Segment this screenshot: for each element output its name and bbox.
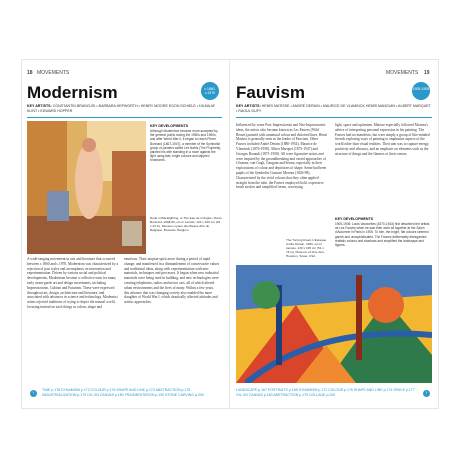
left-key-dev-text: Although Modernism became more accepted by the general public during the 1950s and 1960s, and after World War II, it began to reach Pierre Bonnard (1867-1947), a member of the Symbolist group of painters called Les Nabis (The Prophets), painted his wife standing in a room against the light using fast, bright colours and stippled brushwork.: [150, 129, 222, 163]
right-image-caption: The Turning Road, L'Estaque, André Derain, 1906, oil on canvas, 130 x 195 cm (51 x 76 in), Museum of Fine Arts, Houston, Texas, USA: [286, 238, 328, 258]
left-image-caption: Nude in Backlighting, or The Eau de Cologne, Pierre Bonnard, 1908-09, oil on canvas, 124 x 109 cm (49 x 43 in), Musées royaux des Beaux-Arts de Belgique, Brussels, Belgium: [150, 216, 222, 232]
right-body-col2: light, space and optimism. Matisse especially followed Moreau's advice of interpreting personal expression in his painting. The Fauves had no manifesto, but were simply a group of like-minded friends exploring ways of painting to emphasize aspects of the world other than visual realities. Their aim was to capture energy, positivity and vibrancy, and an emphasis on elements such as the structure of things and the flatness of their canvas.: [335, 123, 430, 156]
left-artists-label: KEY ARTISTS:: [27, 104, 52, 108]
left-body-col1: A wide-ranging movement in arts and literature that occurred between c.1860 and c.1970, Modernism was characterized by a rejection of past styles and an emphasis on innovation and experimentation. Driven by various social and political developments, Modernism became a collective term for many early avant-garde art and design movements, including Impressionism, Cubism and Futurism. These were expressed throughout art, design, architecture and literature, and associated with advances in science and technology. Modernist artists rejected traditions of trying to depict the natural world, focusing instead on such things as colour, shape and: [27, 257, 119, 309]
left-section-label: MOVEMENTS: [37, 70, 70, 76]
right-body-col1: Influenced by some Post-Impressionist and Neo-Impressionist ideas, the artists who became known as Les Fauves (Wild Beasts) painted with unnatural colour and distorted lines. Henri Matisse is generally seen as the leader of Fauvism. Other Fauves included André Derain (1880-1954), Maurice de Vlaminck (1876-1958), Albert Marquet (1875-1947) and Georges Rouault (1871-1958). All were figurative artists and were inspired by the groundbreaking and varied approaches of Cézanne, van Gogh, Gauguin and Seurat, especially in their explorations of colour and depictions of shape. Some had been pupils of the Symbolist Gustave Moreau (1826-98). Characterized by the vivid colours that they often applied straight from the tube, the Fauves employed bold, expressive brush strokes and simplified forms, conveying: [236, 123, 328, 190]
left-page-title: Modernism: [27, 83, 118, 102]
right-page-title: Fauvism: [236, 83, 305, 102]
left-date-badge: c.1860-c.1970: [201, 82, 219, 100]
right-page-number: 19: [424, 70, 430, 76]
right-key-dev-title: KEY DEVELOPMENTS: [335, 217, 374, 221]
left-page-number: 18: [27, 70, 33, 76]
left-key-developments: [150, 124, 222, 163]
left-footer-links[interactable]: TIME p.178 DYNAMISM p.172 COLOUR p.176 SHAPE AND LINE p.174 ABSTRACTION p.175 INDUSTRIALIZATION p.179 OIL ON CANVAS p.180 FRAGMENTATION p.190 STONE CARVING p.200: [42, 388, 204, 397]
left-body-col2: emotions. Their utopian spirit arose during a period of rapid change, and manifested in a dismantlement of conservative values and traditional ideas, along with experimentation with new materials, techniques and processes. It began when new industrial materials were being used in building, and new technologies were creating telephones, radios and motor cars, all of which altered urban environments and the lives of many. Within a few years, this advance that was changing society also enabled the more slaughter of World War I, which drastically affected attitudes and artistic approaches.: [124, 257, 220, 305]
left-arrow-icon[interactable]: ‹: [30, 390, 37, 397]
right-artists-list: HENRI MATISSE • ANDRÉ DERAIN • MAURICE DE VLAMINCK HENRI MANGUIN • ALBERT MARQUET • RAOUL DUFY: [236, 104, 431, 113]
right-artists-label: KEY ARTISTS:: [236, 104, 261, 108]
right-arrow-icon[interactable]: ›: [423, 390, 430, 397]
right-divider: [236, 117, 432, 118]
left-key-artists: [27, 104, 217, 114]
left-artists-list: CONSTANTIN BRANCUSI • BARBARA HEPWORTH • HENRY MOORE EGON SCHIELE • HILMA AF KLINT • EDWARD HOPPER: [27, 104, 216, 113]
spine-gutter: [229, 60, 230, 408]
right-footer-links[interactable]: LANDSCAPE p.167 PORTRAITS p.168 DYNAMISM p.172 COLOUR p.176 SHAPE AND LINE p.174 SPACE p.177 OIL ON CANVAS p.180 ABSTRACTION p.175 COLLAGE p.200: [236, 388, 415, 397]
right-section-label: MOVEMENTS: [386, 70, 419, 76]
left-key-dev-title: KEY DEVELOPMENTS: [150, 124, 189, 128]
right-date-badge: 1905-1908: [412, 82, 430, 100]
left-divider: [27, 117, 222, 118]
bonnard-painting: [27, 121, 146, 254]
right-key-developments: [335, 217, 432, 247]
right-key-dev-text: 1905-1906: Louis Vauxcelles (1870-1943) first described the artists as Les Fauves when he saw their work all together at the Salon d'Automne in Paris in 1905. To him, the bright, flat colours seemed garish and unsophisticated. The Fauves deliberately disregarded realistic colours and shadows and simplified the landscape and figures.: [335, 222, 430, 248]
derain-painting: [236, 265, 432, 383]
right-key-artists: [236, 104, 431, 114]
